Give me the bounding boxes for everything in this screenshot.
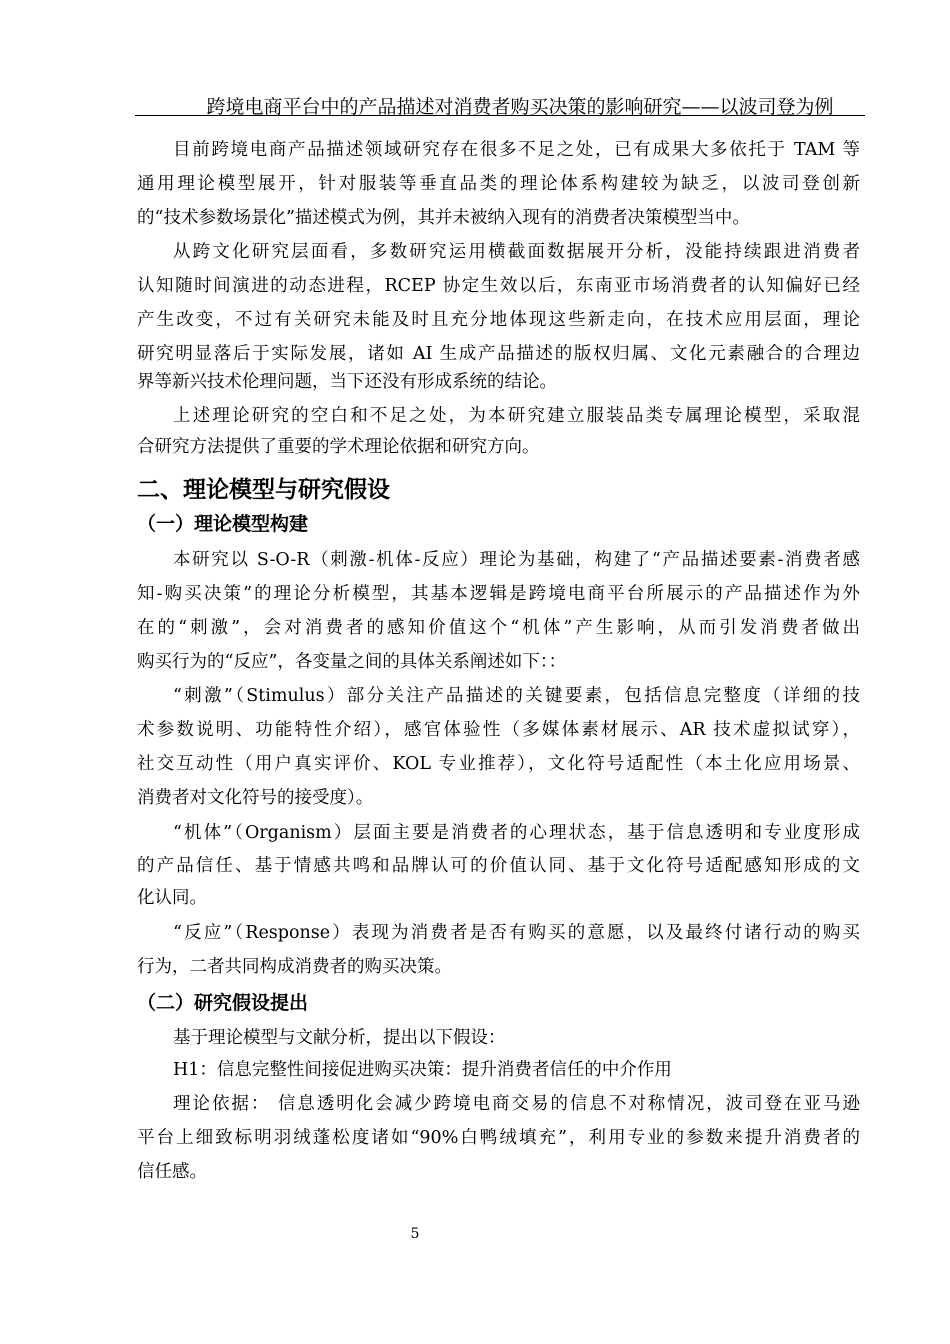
text-line: 产生改变，不过有关研究未能及时且充分地体现这些新走向，在技术应用层面，理论 bbox=[137, 310, 860, 330]
text-line: 从跨文化研究层面看，多数研究运用横截面数据展开分析，没能持续跟进消费者 bbox=[173, 242, 860, 262]
text-line: 社交互动性（用户真实评价、KOL 专业推荐），文化符号适配性（本土化应用场景、 bbox=[137, 754, 860, 774]
header-rule bbox=[135, 115, 865, 116]
text-line: 消费者对文化符号的接受度）。 bbox=[137, 788, 374, 808]
text-line: 上述理论研究的空白和不足之处，为本研究建立服装品类专属理论模型，采取混 bbox=[173, 406, 860, 426]
text-line: “机体”（Organism）层面主要是消费者的心理状态，基于信息透明和专业度形成 bbox=[173, 823, 860, 843]
page-number: 5 bbox=[410, 1226, 420, 1242]
text-line: 行为，二者共同构成消费者的购买决策。 bbox=[137, 957, 452, 977]
subsection-heading: （一）理论模型构建 bbox=[137, 513, 309, 535]
text-line: H1：信息完整性间接促进购买决策：提升消费者信任的中介作用 bbox=[173, 1060, 672, 1080]
subsection-heading: （二）研究假设提出 bbox=[137, 992, 309, 1014]
text-line: 研究明显落后于实际发展，诸如 AI 生成产品描述的版权归属、文化元素融合的合理边 bbox=[137, 344, 860, 364]
text-line: 目前跨境电商产品描述领域研究存在很多不足之处，已有成果大多依托于 TAM 等 bbox=[173, 140, 860, 160]
text-line: 基于理论模型与文献分析，提出以下假设： bbox=[173, 1028, 506, 1048]
text-line: 知-购买决策”的理论分析模型，其基本逻辑是跨境电商平台所展示的产品描述作为外 bbox=[137, 584, 860, 604]
text-line: 的“技术参数场景化”描述模式为例，其并未被纳入现有的消费者决策模型当中。 bbox=[137, 208, 750, 228]
text-line: 在的“刺激”，会对消费者的感知价值这个“机体”产生影响，从而引发消费者做出 bbox=[137, 618, 860, 638]
text-line: 信任感。 bbox=[137, 1162, 207, 1182]
text-line: 本研究以 S-O-R（刺激-机体-反应）理论为基础，构建了“产品描述要素-消费者感 bbox=[173, 550, 860, 570]
text-line: 化认同。 bbox=[137, 888, 207, 908]
section-heading: 二、理论模型与研究假设 bbox=[137, 477, 390, 503]
text-line: 购买行为的“反应”，各变量之间的具体关系阐述如下：： bbox=[137, 652, 567, 672]
running-header: 跨境电商平台中的产品描述对消费者购买决策的影响研究——以波司登为例 bbox=[206, 96, 834, 118]
text-line: 合研究方法提供了重要的学术理论依据和研究方向。 bbox=[137, 437, 540, 457]
text-line: 界等新兴技术伦理问题，当下还没有形成系统的结论。 bbox=[137, 372, 557, 392]
text-line: 理论依据： 信息透明化会减少跨境电商交易的信息不对称情况，波司登在亚马逊 bbox=[173, 1094, 860, 1114]
text-line: “反应”（Response）表现为消费者是否有购买的意愿，以及最终付诸行动的购买 bbox=[173, 923, 860, 943]
text-line: 的产品信任、基于情感共鸣和品牌认可的价值认同、基于文化符号适配感知形成的文 bbox=[137, 856, 860, 876]
text-line: 术参数说明、功能特性介绍），感官体验性（多媒体素材展示、AR 技术虚拟试穿）， bbox=[137, 720, 860, 740]
text-line: 认知随时间演进的动态进程，RCEP 协定生效以后，东南亚市场消费者的认知偏好已经 bbox=[137, 276, 860, 296]
text-line: 平台上细致标明羽绒蓬松度诸如“90%白鸭绒填充”，利用专业的参数来提升消费者的 bbox=[137, 1128, 860, 1148]
text-line: 通用理论模型展开，针对服装等垂直品类的理论体系构建较为缺乏，以波司登创新 bbox=[137, 174, 860, 194]
text-line: “刺激”（Stimulus）部分关注产品描述的关键要素，包括信息完整度（详细的技 bbox=[173, 686, 860, 706]
